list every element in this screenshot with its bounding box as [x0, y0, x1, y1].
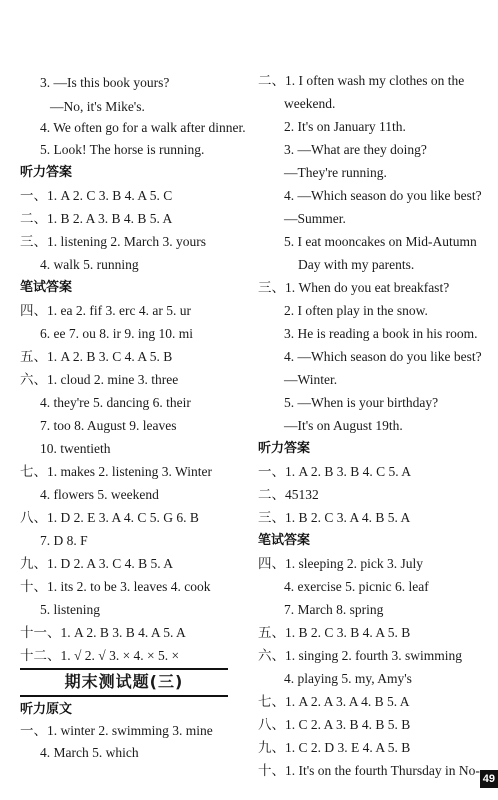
- answer-line: —It's on August 19th.: [284, 418, 403, 433]
- answer-line: 一、1. A 2. C 3. B 4. A 5. C: [20, 188, 173, 203]
- answer-line: 4. —Which season do you like best?: [284, 188, 482, 203]
- section-heading: 听力原文: [20, 702, 73, 717]
- answer-line: Day with my parents.: [298, 257, 415, 272]
- answer-line: 6. ee 7. ou 8. ir 9. ing 10. mi: [40, 326, 193, 341]
- answer-line: 十、1. its 2. to be 3. leaves 4. cook: [20, 579, 211, 594]
- answer-line: 3. —Is this book yours?: [40, 75, 170, 90]
- answer-line: 4. March 5. which: [40, 745, 139, 760]
- answer-line: 十二、1. √ 2. √ 3. × 4. × 5. ×: [20, 648, 180, 663]
- answer-line: 7. March 8. spring: [284, 602, 384, 617]
- title-rule-top: [20, 668, 228, 670]
- answer-line: 4. We often go for a walk after dinner.: [40, 120, 246, 135]
- answer-line: 4. playing 5. my, Amy's: [284, 671, 412, 686]
- answer-line: 2. I often play in the snow.: [284, 303, 428, 318]
- answer-line: 七、1. A 2. A 3. A 4. B 5. A: [258, 694, 410, 709]
- answer-line: 2. It's on January 11th.: [284, 119, 406, 134]
- answer-line: 7. D 8. F: [40, 533, 88, 548]
- answer-line: 4. they're 5. dancing 6. their: [40, 395, 191, 410]
- answer-line: 四、1. sleeping 2. pick 3. July: [258, 556, 423, 571]
- answer-line: 一、1. winter 2. swimming 3. mine: [20, 723, 213, 738]
- section-heading: 听力答案: [20, 165, 73, 180]
- section-heading: 笔试答案: [258, 533, 311, 548]
- section-heading: 笔试答案: [20, 280, 73, 295]
- answer-line: 四、1. ea 2. fif 3. erc 4. ar 5. ur: [20, 303, 191, 318]
- answer-line: —They're running.: [284, 165, 387, 180]
- answer-line: weekend.: [284, 96, 336, 111]
- answer-line: 一、1. A 2. B 3. B 4. C 5. A: [258, 464, 412, 479]
- answer-line: 八、1. D 2. E 3. A 4. C 5. G 6. B: [20, 510, 199, 525]
- answer-line: 五、1. B 2. C 3. B 4. A 5. B: [258, 625, 411, 640]
- answer-line: 三、1. B 2. C 3. A 4. B 5. A: [258, 510, 411, 525]
- answer-line: —No, it's Mike's.: [50, 99, 145, 114]
- title-rule-bottom: [20, 695, 228, 697]
- page-number: 49: [480, 770, 498, 788]
- answer-line: 3. He is reading a book in his room.: [284, 326, 478, 341]
- answer-line: 10. twentieth: [40, 441, 111, 456]
- answer-line: 二、1. B 2. A 3. B 4. B 5. A: [20, 211, 173, 226]
- answer-line: 六、1. cloud 2. mine 3. three: [20, 372, 179, 387]
- answer-line: 八、1. C 2. A 3. B 4. B 5. B: [258, 717, 411, 732]
- test-title: 期末测试题(三): [64, 672, 184, 691]
- answer-line: 三、1. When do you eat breakfast?: [258, 280, 450, 295]
- answer-line: 五、1. A 2. B 3. C 4. A 5. B: [20, 349, 173, 364]
- answer-line: —Winter.: [284, 372, 338, 387]
- answer-line: 5. Look! The horse is running.: [40, 142, 205, 157]
- answer-line: 七、1. makes 2. listening 3. Winter: [20, 464, 212, 479]
- answer-line: 十、1. It's on the fourth Thursday in No-: [258, 763, 480, 778]
- section-heading: 听力答案: [258, 441, 311, 456]
- answer-line: 十一、1. A 2. B 3. B 4. A 5. A: [20, 625, 186, 640]
- answer-line: 4. exercise 5. picnic 6. leaf: [284, 579, 429, 594]
- answer-line: 二、1. I often wash my clothes on the: [258, 73, 465, 88]
- answer-line: 7. too 8. August 9. leaves: [40, 418, 177, 433]
- answer-line: 三、1. listening 2. March 3. yours: [20, 234, 206, 249]
- answer-line: 3. —What are they doing?: [284, 142, 427, 157]
- answer-line: 九、1. C 2. D 3. E 4. A 5. B: [258, 740, 411, 755]
- answer-line: —Summer.: [284, 211, 346, 226]
- answer-line: 4. walk 5. running: [40, 257, 139, 272]
- answer-line: 5. I eat mooncakes on Mid-Autumn: [284, 234, 477, 249]
- answer-line: 二、45132: [258, 487, 319, 502]
- answer-line: 六、1. singing 2. fourth 3. swimming: [258, 648, 463, 663]
- answer-line: 5. —When is your birthday?: [284, 395, 439, 410]
- answer-line: 九、1. D 2. A 3. C 4. B 5. A: [20, 556, 174, 571]
- answer-line: 5. listening: [40, 602, 100, 617]
- answer-line: 4. —Which season do you like best?: [284, 349, 482, 364]
- answer-line: 4. flowers 5. weekend: [40, 487, 159, 502]
